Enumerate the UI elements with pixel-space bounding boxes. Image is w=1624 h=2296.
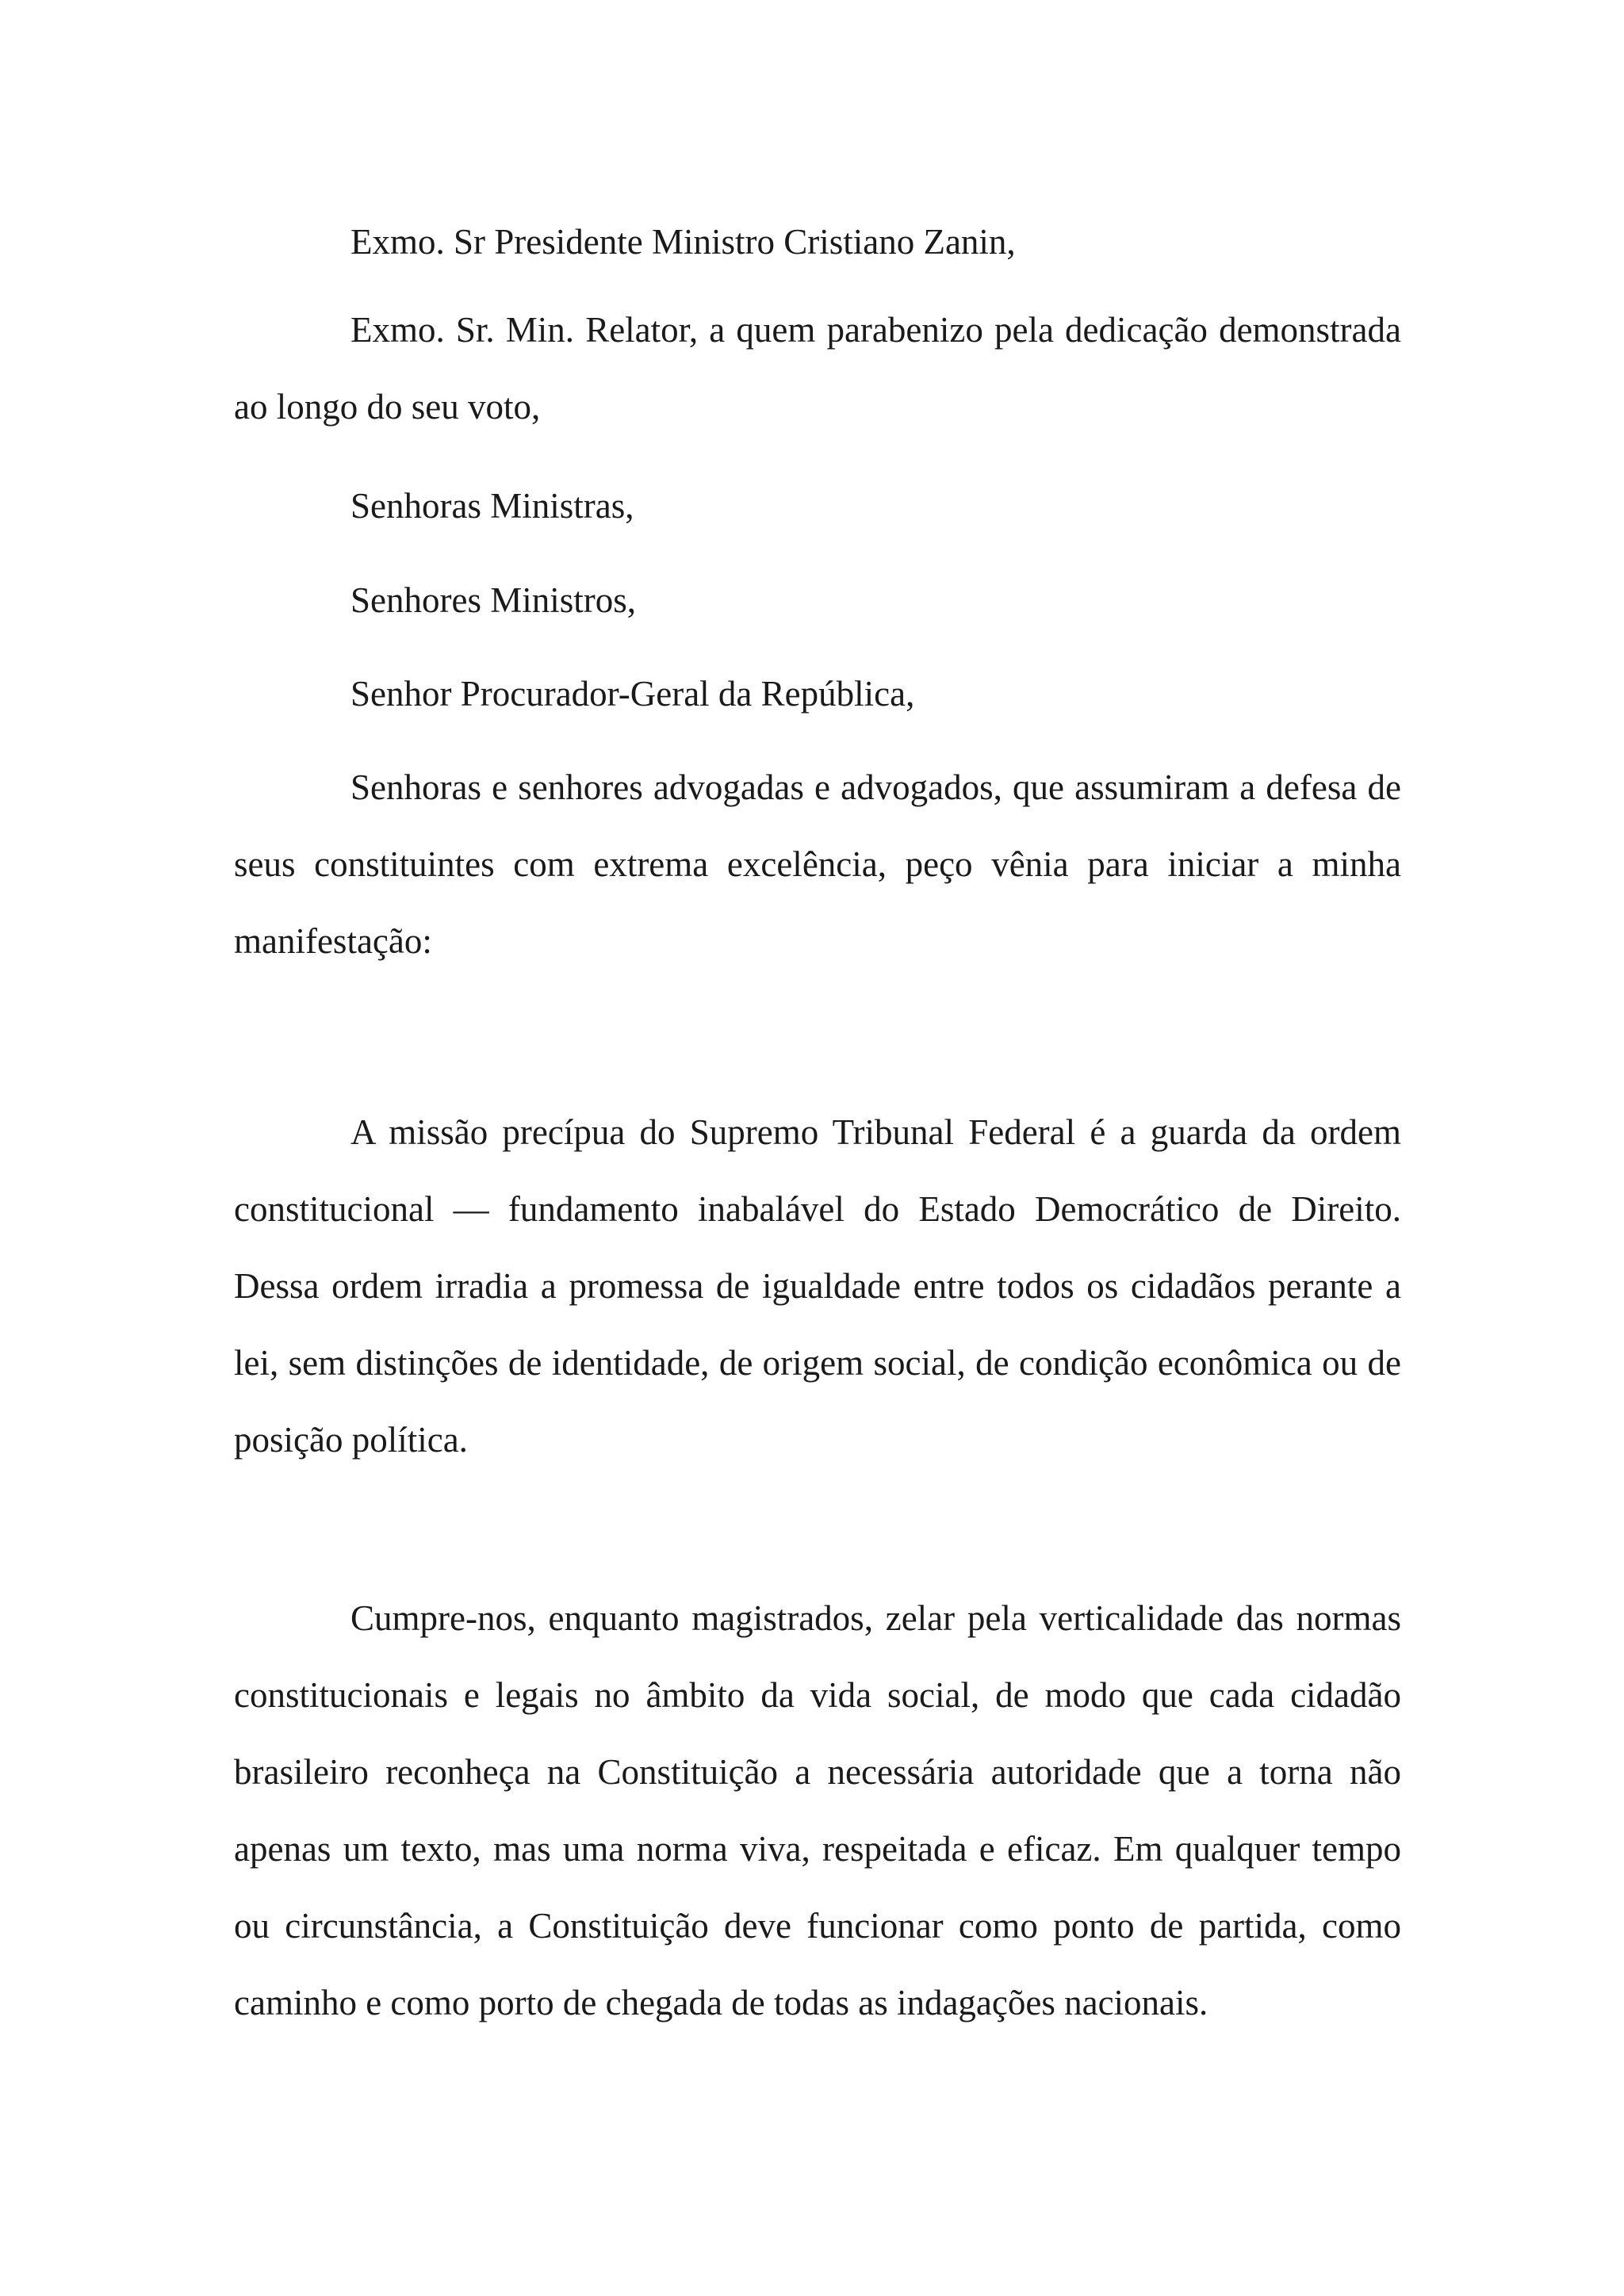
salutation-ministros: Senhores Ministros, xyxy=(350,580,636,620)
salutation-ministras: Senhoras Ministras, xyxy=(350,486,634,526)
salutation-procurador: Senhor Procurador-Geral da República, xyxy=(350,674,915,714)
salutation-advogados: Senhoras e senhores advogadas e advogados, que assumiram a defesa de seus constituintes com extrema excelência, peço vênia para iniciar a minha manifestação: xyxy=(234,767,1401,961)
salutation-rapporteur: Exmo. Sr. Min. Relator, a quem parabenizo pela dedicação demonstrada ao longo do seu voto, xyxy=(234,310,1401,427)
body-paragraph-mission: A missão precípua do Supremo Tribunal Federal é a guarda da ordem constitucional — fundamento inabalável do Estado Democrático de Direito. Dessa ordem irradia a promessa de igualdade entre todos os cidadãos perante a lei, sem distinções de identidade, de origem social, de condição econômica ou de posição política. xyxy=(234,1112,1401,1460)
salutation-president: Exmo. Sr Presidente Ministro Cristiano Zanin, xyxy=(350,222,1016,262)
body-paragraph-duty: Cumpre-nos, enquanto magistrados, zelar pela verticalidade das normas constitucionais e legais no âmbito da vida social, de modo que cada cidadão brasileiro reconheça na Constituição a necessária autoridade que a torna não apenas um texto, mas uma norma viva, respeitada e eficaz. Em qualquer tempo ou circunstância, a Constituição deve funcionar como ponto de partida, como caminho e como porto de chegada de todas as indagações nacionais. xyxy=(234,1598,1401,2022)
